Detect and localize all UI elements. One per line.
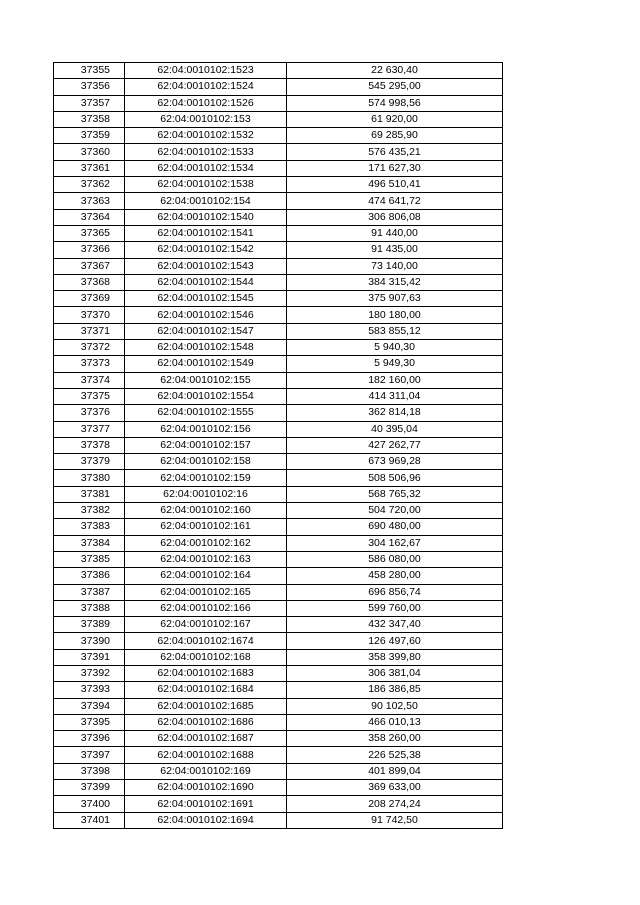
cadastral-value-table: [53, 62, 503, 829]
cadastral-value-cell: 583 855,12: [287, 323, 503, 339]
table-row: [54, 242, 503, 258]
cadastral-value-cell: 180 180,00: [287, 307, 503, 323]
table-row: [54, 714, 503, 730]
row-number-cell: 37392: [54, 665, 125, 681]
cadastral-value-cell: 384 315,42: [287, 274, 503, 290]
table-row: [54, 698, 503, 714]
cadastral-number-cell: 62:04:0010102:1546: [125, 307, 287, 323]
table-row: [54, 617, 503, 633]
table-row: [54, 95, 503, 111]
table-row: [54, 600, 503, 616]
table-row: [54, 747, 503, 763]
table-row: [54, 160, 503, 176]
row-number-cell: 37380: [54, 470, 125, 486]
cadastral-value-cell: 504 720,00: [287, 503, 503, 519]
table-row: [54, 535, 503, 551]
cadastral-number-cell: 62:04:0010102:1534: [125, 160, 287, 176]
cadastral-value-cell: 186 386,85: [287, 682, 503, 698]
table-body: [54, 63, 503, 829]
row-number-cell: 37379: [54, 454, 125, 470]
cadastral-number-cell: 62:04:0010102:1685: [125, 698, 287, 714]
cadastral-number-cell: 62:04:0010102:1555: [125, 405, 287, 421]
cadastral-value-cell: 427 262,77: [287, 437, 503, 453]
table-row: [54, 731, 503, 747]
cadastral-number-cell: 62:04:0010102:1541: [125, 225, 287, 241]
cadastral-number-cell: 62:04:0010102:164: [125, 568, 287, 584]
cadastral-number-cell: 62:04:0010102:166: [125, 600, 287, 616]
cadastral-value-cell: 69 285,90: [287, 128, 503, 144]
cadastral-number-cell: 62:04:0010102:163: [125, 551, 287, 567]
table-row: [54, 454, 503, 470]
row-number-cell: 37394: [54, 698, 125, 714]
cadastral-number-cell: 62:04:0010102:1684: [125, 682, 287, 698]
row-number-cell: 37382: [54, 503, 125, 519]
table-row: [54, 128, 503, 144]
cadastral-number-cell: 62:04:0010102:1691: [125, 796, 287, 812]
row-number-cell: 37391: [54, 649, 125, 665]
table-row: [54, 307, 503, 323]
cadastral-value-cell: 458 280,00: [287, 568, 503, 584]
table-row: [54, 356, 503, 372]
cadastral-value-cell: 73 140,00: [287, 258, 503, 274]
cadastral-number-cell: 62:04:0010102:1683: [125, 665, 287, 681]
row-number-cell: 37356: [54, 79, 125, 95]
table-row: [54, 682, 503, 698]
table-row: [54, 812, 503, 828]
row-number-cell: 37389: [54, 617, 125, 633]
cadastral-value-cell: 568 765,32: [287, 486, 503, 502]
cadastral-value-cell: 690 480,00: [287, 519, 503, 535]
cadastral-value-cell: 474 641,72: [287, 193, 503, 209]
table-row: [54, 388, 503, 404]
table-row: [54, 258, 503, 274]
table-row: [54, 144, 503, 160]
row-number-cell: 37370: [54, 307, 125, 323]
cadastral-value-cell: 466 010,13: [287, 714, 503, 730]
cadastral-number-cell: 62:04:0010102:162: [125, 535, 287, 551]
cadastral-number-cell: 62:04:0010102:1542: [125, 242, 287, 258]
cadastral-value-cell: 586 080,00: [287, 551, 503, 567]
cadastral-number-cell: 62:04:0010102:1687: [125, 731, 287, 747]
row-number-cell: 37395: [54, 714, 125, 730]
row-number-cell: 37375: [54, 388, 125, 404]
cadastral-number-cell: 62:04:0010102:154: [125, 193, 287, 209]
row-number-cell: 37358: [54, 111, 125, 127]
row-number-cell: 37365: [54, 225, 125, 241]
row-number-cell: 37400: [54, 796, 125, 812]
row-number-cell: 37398: [54, 763, 125, 779]
table-row: [54, 437, 503, 453]
table-row: [54, 225, 503, 241]
table-row: [54, 193, 503, 209]
row-number-cell: 37364: [54, 209, 125, 225]
cadastral-value-cell: 226 525,38: [287, 747, 503, 763]
table-row: [54, 649, 503, 665]
row-number-cell: 37359: [54, 128, 125, 144]
table-row: [54, 274, 503, 290]
row-number-cell: 37377: [54, 421, 125, 437]
cadastral-value-cell: 358 399,80: [287, 649, 503, 665]
row-number-cell: 37373: [54, 356, 125, 372]
cadastral-number-cell: 62:04:0010102:1540: [125, 209, 287, 225]
row-number-cell: 37393: [54, 682, 125, 698]
cadastral-number-cell: 62:04:0010102:1532: [125, 128, 287, 144]
cadastral-value-cell: 91 440,00: [287, 225, 503, 241]
table-row: [54, 405, 503, 421]
row-number-cell: 37397: [54, 747, 125, 763]
cadastral-value-cell: 401 899,04: [287, 763, 503, 779]
cadastral-value-cell: 90 102,50: [287, 698, 503, 714]
table-row: [54, 79, 503, 95]
cadastral-value-cell: 369 633,00: [287, 780, 503, 796]
row-number-cell: 37384: [54, 535, 125, 551]
cadastral-number-cell: 62:04:0010102:1674: [125, 633, 287, 649]
table-row: [54, 633, 503, 649]
cadastral-value-cell: 574 998,56: [287, 95, 503, 111]
cadastral-value-cell: 375 907,63: [287, 291, 503, 307]
table-row: [54, 568, 503, 584]
cadastral-value-cell: 362 814,18: [287, 405, 503, 421]
row-number-cell: 37362: [54, 177, 125, 193]
cadastral-number-cell: 62:04:0010102:1544: [125, 274, 287, 290]
row-number-cell: 37401: [54, 812, 125, 828]
cadastral-value-cell: 414 311,04: [287, 388, 503, 404]
cadastral-value-cell: 599 760,00: [287, 600, 503, 616]
row-number-cell: 37383: [54, 519, 125, 535]
table-row: [54, 340, 503, 356]
cadastral-number-cell: 62:04:0010102:1686: [125, 714, 287, 730]
cadastral-value-cell: 5 940,30: [287, 340, 503, 356]
cadastral-value-cell: 5 949,30: [287, 356, 503, 372]
cadastral-number-cell: 62:04:0010102:1523: [125, 63, 287, 79]
cadastral-number-cell: 62:04:0010102:1538: [125, 177, 287, 193]
row-number-cell: 37385: [54, 551, 125, 567]
table-row: [54, 503, 503, 519]
cadastral-value-cell: 696 856,74: [287, 584, 503, 600]
row-number-cell: 37387: [54, 584, 125, 600]
cadastral-number-cell: 62:04:0010102:1543: [125, 258, 287, 274]
cadastral-value-cell: 22 630,40: [287, 63, 503, 79]
table-row: [54, 209, 503, 225]
row-number-cell: 37368: [54, 274, 125, 290]
cadastral-value-cell: 576 435,21: [287, 144, 503, 160]
cadastral-number-cell: 62:04:0010102:161: [125, 519, 287, 535]
row-number-cell: 37371: [54, 323, 125, 339]
cadastral-value-cell: 182 160,00: [287, 372, 503, 388]
row-number-cell: 37376: [54, 405, 125, 421]
cadastral-value-cell: 61 920,00: [287, 111, 503, 127]
cadastral-number-cell: 62:04:0010102:1549: [125, 356, 287, 372]
table-row: [54, 372, 503, 388]
cadastral-number-cell: 62:04:0010102:159: [125, 470, 287, 486]
row-number-cell: 37390: [54, 633, 125, 649]
cadastral-value-cell: 91 435,00: [287, 242, 503, 258]
cadastral-number-cell: 62:04:0010102:158: [125, 454, 287, 470]
cadastral-value-cell: 91 742,50: [287, 812, 503, 828]
cadastral-number-cell: 62:04:0010102:169: [125, 763, 287, 779]
cadastral-value-cell: 673 969,28: [287, 454, 503, 470]
table-row: [54, 323, 503, 339]
table-row: [54, 551, 503, 567]
row-number-cell: 37369: [54, 291, 125, 307]
table-row: [54, 763, 503, 779]
row-number-cell: 37361: [54, 160, 125, 176]
table-row: [54, 780, 503, 796]
cadastral-value-cell: 306 381,04: [287, 665, 503, 681]
cadastral-number-cell: 62:04:0010102:167: [125, 617, 287, 633]
cadastral-value-cell: 40 395,04: [287, 421, 503, 437]
table-row: [54, 486, 503, 502]
table-row: [54, 519, 503, 535]
cadastral-number-cell: 62:04:0010102:1524: [125, 79, 287, 95]
cadastral-number-cell: 62:04:0010102:168: [125, 649, 287, 665]
cadastral-value-cell: 358 260,00: [287, 731, 503, 747]
cadastral-number-cell: 62:04:0010102:160: [125, 503, 287, 519]
cadastral-number-cell: 62:04:0010102:1545: [125, 291, 287, 307]
cadastral-number-cell: 62:04:0010102:1690: [125, 780, 287, 796]
row-number-cell: 37381: [54, 486, 125, 502]
row-number-cell: 37372: [54, 340, 125, 356]
row-number-cell: 37355: [54, 63, 125, 79]
table-row: [54, 177, 503, 193]
cadastral-number-cell: 62:04:0010102:1526: [125, 95, 287, 111]
cadastral-value-cell: 208 274,24: [287, 796, 503, 812]
cadastral-number-cell: 62:04:0010102:155: [125, 372, 287, 388]
cadastral-value-cell: 496 510,41: [287, 177, 503, 193]
cadastral-number-cell: 62:04:0010102:1554: [125, 388, 287, 404]
table-row: [54, 584, 503, 600]
row-number-cell: 37367: [54, 258, 125, 274]
row-number-cell: 37357: [54, 95, 125, 111]
cadastral-value-cell: 171 627,30: [287, 160, 503, 176]
row-number-cell: 37374: [54, 372, 125, 388]
table-row: [54, 291, 503, 307]
table-row: [54, 421, 503, 437]
cadastral-value-cell: 304 162,67: [287, 535, 503, 551]
cadastral-number-cell: 62:04:0010102:156: [125, 421, 287, 437]
table-row: [54, 111, 503, 127]
cadastral-number-cell: 62:04:0010102:16: [125, 486, 287, 502]
cadastral-number-cell: 62:04:0010102:165: [125, 584, 287, 600]
table-row: [54, 665, 503, 681]
row-number-cell: 37386: [54, 568, 125, 584]
row-number-cell: 37388: [54, 600, 125, 616]
cadastral-value-cell: 306 806,08: [287, 209, 503, 225]
row-number-cell: 37378: [54, 437, 125, 453]
cadastral-number-cell: 62:04:0010102:1694: [125, 812, 287, 828]
row-number-cell: 37396: [54, 731, 125, 747]
row-number-cell: 37360: [54, 144, 125, 160]
cadastral-value-cell: 432 347,40: [287, 617, 503, 633]
cadastral-number-cell: 62:04:0010102:1533: [125, 144, 287, 160]
cadastral-value-cell: 508 506,96: [287, 470, 503, 486]
cadastral-number-cell: 62:04:0010102:1688: [125, 747, 287, 763]
table-row: [54, 796, 503, 812]
row-number-cell: 37363: [54, 193, 125, 209]
row-number-cell: 37366: [54, 242, 125, 258]
row-number-cell: 37399: [54, 780, 125, 796]
table-row: [54, 63, 503, 79]
cadastral-value-cell: 545 295,00: [287, 79, 503, 95]
cadastral-number-cell: 62:04:0010102:1547: [125, 323, 287, 339]
table-row: [54, 470, 503, 486]
cadastral-value-cell: 126 497,60: [287, 633, 503, 649]
cadastral-number-cell: 62:04:0010102:1548: [125, 340, 287, 356]
cadastral-number-cell: 62:04:0010102:153: [125, 111, 287, 127]
cadastral-number-cell: 62:04:0010102:157: [125, 437, 287, 453]
